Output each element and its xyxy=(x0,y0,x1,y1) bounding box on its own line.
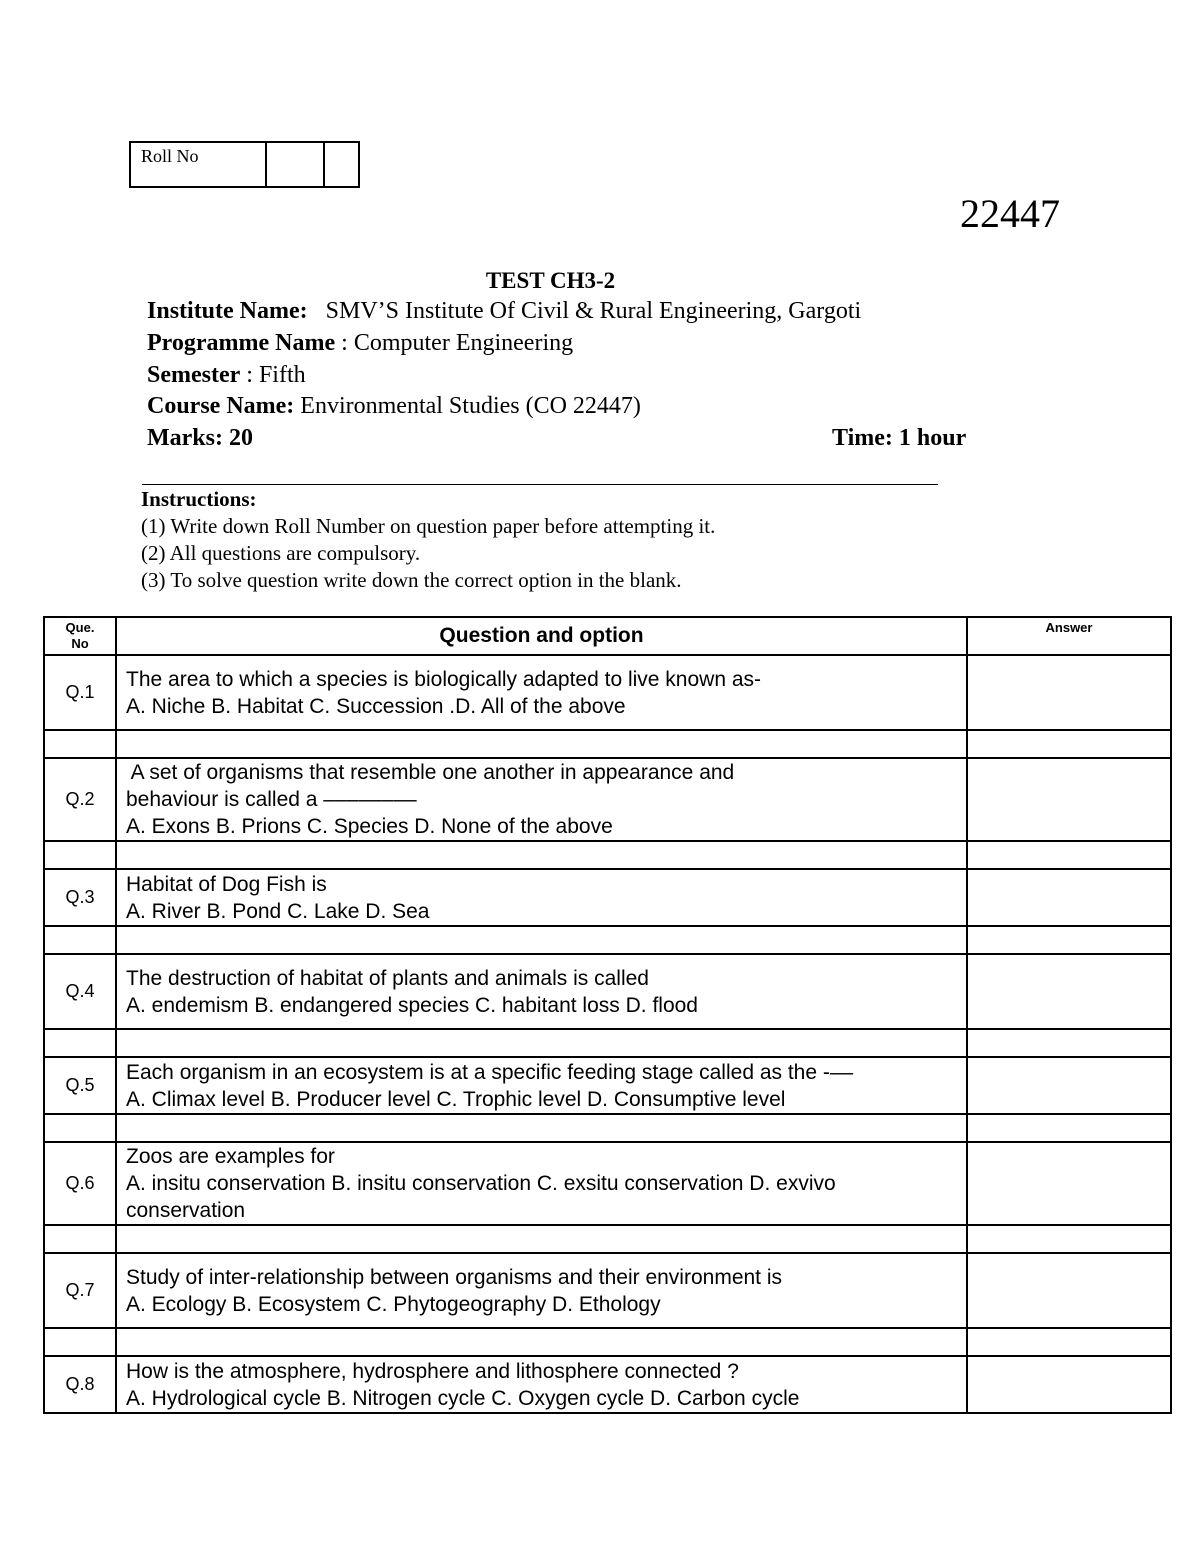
spacer-row xyxy=(44,730,1171,758)
option-line: A. Hydrological cycle B. Nitrogen cycle C. Oxygen cycle D. Carbon cycle xyxy=(126,1386,800,1410)
question-line: Study of inter-relationship between organisms and their environment is xyxy=(126,1265,783,1289)
table-row xyxy=(44,1253,1171,1328)
header-no-line2: No xyxy=(71,636,89,651)
header-question-number xyxy=(44,617,116,655)
semester-row: Semester : Fifth xyxy=(147,362,306,388)
table-row xyxy=(44,954,1171,1029)
course-value: Environmental Studies (CO 22447) xyxy=(300,393,641,419)
option-line: A. insitu conservation B. insitu conservation C. exsitu conservation D. exvivo xyxy=(126,1172,836,1195)
course-row xyxy=(147,393,641,420)
institute-row: Institute Name: SMV’S Institute Of Civil & Rural Engineering, Gargoti xyxy=(147,298,862,324)
roll-number-cell[interactable] xyxy=(267,143,325,186)
roll-number-box xyxy=(129,141,360,188)
question-line: Each organism in an ecosystem is at a specific feeding stage called as the -–– xyxy=(126,1060,854,1084)
question-number: Q.3 xyxy=(44,869,116,926)
option-line: A. River B. Pond C. Lake D. Sea xyxy=(126,899,430,923)
programme-value: Computer Engineering xyxy=(353,330,574,356)
spacer-row xyxy=(44,1114,1171,1142)
header-answer: Answer xyxy=(967,617,1171,655)
spacer-row xyxy=(44,926,1171,954)
table-header-row xyxy=(44,617,1171,655)
question-number: Q.8 xyxy=(44,1356,116,1413)
table-row xyxy=(44,655,1171,730)
question-text xyxy=(116,954,967,1029)
question-line: The area to which a species is biologically adapted to live known as- xyxy=(126,667,762,691)
header-no-line1: Que. xyxy=(65,620,95,635)
answer-cell[interactable] xyxy=(967,1356,1171,1413)
table-row xyxy=(44,869,1171,926)
option-line: A. Exons B. Prions C. Species D. None of the above xyxy=(126,815,613,838)
option-line: A. Ecology B. Ecosystem C. Phytogeography D. Ethology xyxy=(126,1292,661,1316)
instruction-item: (2) All questions are compulsory. xyxy=(141,541,421,565)
subject-code: 22447 xyxy=(960,191,1060,236)
option-line: A. Niche B. Habitat C. Succession .D. All of the above xyxy=(126,694,626,718)
question-line: How is the atmosphere, hydrosphere and lithosphere connected ? xyxy=(126,1359,739,1383)
header-question: Question and option xyxy=(116,617,967,655)
option-line: conservation xyxy=(126,1199,246,1222)
question-text xyxy=(116,655,967,730)
institute-label: Institute Name xyxy=(147,298,300,324)
answer-cell[interactable] xyxy=(967,1057,1171,1114)
table-row xyxy=(44,758,1171,841)
marks: Marks: 20 xyxy=(147,425,253,451)
question-number: Q.2 xyxy=(44,758,116,841)
instructions-heading: Instructions: xyxy=(141,487,257,511)
table-row xyxy=(44,1057,1171,1114)
question-line: The destruction of habitat of plants and animals is called xyxy=(126,966,649,990)
semester-value: Fifth xyxy=(258,362,306,388)
question-text xyxy=(116,758,967,841)
question-text xyxy=(116,1356,967,1413)
option-line: A. endemism B. endangered species C. habitant loss D. flood xyxy=(126,993,698,1017)
spacer-row xyxy=(44,1328,1171,1356)
spacer-row xyxy=(44,841,1171,869)
answer-cell[interactable] xyxy=(967,758,1171,841)
roll-number-cell[interactable] xyxy=(325,143,358,186)
question-line: Zoos are examples for xyxy=(126,1145,335,1168)
question-text xyxy=(116,1057,967,1114)
option-line: A. Climax level B. Producer level C. Trophic level D. Consumptive level xyxy=(126,1087,786,1111)
question-number: Q.6 xyxy=(44,1142,116,1225)
roll-number-label: Roll No xyxy=(131,143,267,186)
spacer-row xyxy=(44,1029,1171,1057)
table-row xyxy=(44,1142,1171,1225)
question-number: Q.5 xyxy=(44,1057,116,1114)
question-number: Q.4 xyxy=(44,954,116,1029)
answer-cell[interactable] xyxy=(967,1253,1171,1328)
question-number: Q.1 xyxy=(44,655,116,730)
answer-cell[interactable] xyxy=(967,655,1171,730)
question-line: behaviour is called a –––––––– xyxy=(126,788,417,811)
question-table xyxy=(43,616,1172,1414)
question-text xyxy=(116,1142,967,1225)
instruction-item: (1) Write down Roll Number on question paper before attempting it. xyxy=(141,514,716,538)
spacer-row xyxy=(44,1225,1171,1253)
test-title: TEST CH3-2 xyxy=(485,268,616,293)
question-line: A set of organisms that resemble one another in appearance and xyxy=(126,761,735,784)
programme-row: Programme Name : Computer Engineering xyxy=(147,330,574,356)
answer-cell[interactable] xyxy=(967,1142,1171,1225)
question-line: Habitat of Dog Fish is xyxy=(126,872,327,896)
question-text xyxy=(116,869,967,926)
course-label: Course Name: xyxy=(147,393,295,419)
time: Time: 1 hour xyxy=(832,425,967,451)
programme-label: Programme Name xyxy=(147,330,336,356)
answer-cell[interactable] xyxy=(967,869,1171,926)
question-text xyxy=(116,1253,967,1328)
table-row xyxy=(44,1356,1171,1413)
answer-cell[interactable] xyxy=(967,954,1171,1029)
instruction-item: (3) To solve question write down the correct option in the blank. xyxy=(141,568,682,592)
question-number: Q.7 xyxy=(44,1253,116,1328)
institute-value: SMV’S Institute Of Civil & Rural Engineering, Gargoti xyxy=(325,298,862,324)
semester-label: Semester xyxy=(147,362,241,388)
divider xyxy=(142,484,938,485)
